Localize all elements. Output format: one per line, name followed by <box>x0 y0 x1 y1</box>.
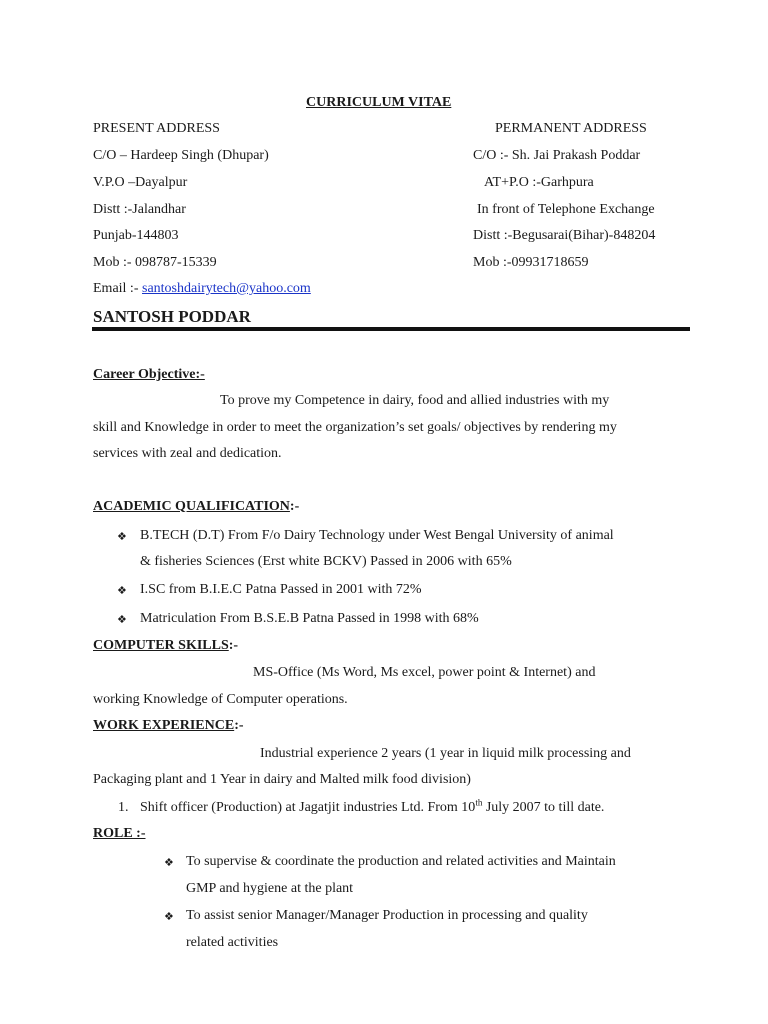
candidate-name: SANTOSH PODDAR <box>93 307 251 326</box>
name-divider <box>92 327 690 331</box>
job-text: Shift officer (Production) at Jagatjit industries Ltd. From 10 <box>140 800 476 815</box>
job-number: 1. <box>118 800 129 815</box>
job-entry <box>140 797 605 816</box>
diamond-bullet-icon: ❖ <box>164 856 174 869</box>
permanent-address-heading: PERMANENT ADDRESS <box>495 121 647 136</box>
role-item: To assist senior Manager/Manager Production in processing and quality <box>186 908 588 923</box>
role-item: To supervise & coordinate the production and related activities and Maintain <box>186 854 616 869</box>
permanent-address-line: Distt :-Begusarai(Bihar)-848204 <box>473 228 656 243</box>
work-experience-heading-text: WORK EXPERIENCE <box>93 718 235 733</box>
permanent-address-line: C/O :- Sh. Jai Prakash Poddar <box>473 148 641 163</box>
role-item-continuation: related activities <box>186 935 279 950</box>
career-objective-heading: Career Objective:- <box>93 367 205 382</box>
computer-skills-heading-text: COMPUTER SKILLS <box>93 638 229 653</box>
work-experience-heading-suffix: :- <box>234 718 244 733</box>
academic-heading <box>93 499 299 515</box>
academic-heading-suffix: :- <box>289 499 300 514</box>
present-address-line: Punjab-144803 <box>93 228 179 243</box>
email-row <box>93 281 311 297</box>
role-heading: ROLE :- <box>93 826 146 841</box>
job-text-end: July 2007 to till date. <box>482 800 605 815</box>
career-objective-text: services with zeal and dedication. <box>93 446 282 461</box>
career-objective-text: skill and Knowledge in order to meet the organization’s set goals/ objectives by rendering my <box>93 420 617 435</box>
work-experience-text: Industrial experience 2 years (1 year in liquid milk processing and <box>260 746 631 761</box>
permanent-address-mobile: Mob :-09931718659 <box>473 255 589 270</box>
present-address-line: C/O – Hardeep Singh (Dhupar) <box>93 148 269 163</box>
permanent-address-line: In front of Telephone Exchange <box>477 202 655 217</box>
email-link[interactable]: santoshdairytech@yahoo.com <box>142 281 311 296</box>
diamond-bullet-icon: ❖ <box>117 530 127 543</box>
email-label: Email :- <box>93 281 142 296</box>
career-objective-text: To prove my Competence in dairy, food and allied industries with my <box>220 393 610 408</box>
computer-skills-heading-suffix: :- <box>228 638 239 653</box>
document-title: CURRICULUM VITAE <box>306 95 452 110</box>
work-experience-heading <box>93 718 244 734</box>
diamond-bullet-icon: ❖ <box>117 613 127 626</box>
present-address-line: V.P.O –Dayalpur <box>93 175 188 190</box>
diamond-bullet-icon: ❖ <box>164 910 174 923</box>
present-address-heading: PRESENT ADDRESS <box>93 121 220 136</box>
academic-heading-text: ACADEMIC QUALIFICATION <box>93 499 290 514</box>
present-address-mobile: Mob :- 098787-15339 <box>93 255 217 270</box>
computer-skills-text: working Knowledge of Computer operations. <box>93 692 348 707</box>
diamond-bullet-icon: ❖ <box>117 584 127 597</box>
academic-item-continuation: & fisheries Sciences (Erst white BCKV) Passed in 2006 with 65% <box>140 554 512 569</box>
present-address-line: Distt :-Jalandhar <box>93 202 186 217</box>
job-date-ordinal: th <box>475 797 483 808</box>
permanent-address-line: AT+P.O :-Garhpura <box>484 175 594 190</box>
computer-skills-text: MS-Office (Ms Word, Ms excel, power point & Internet) and <box>253 665 596 680</box>
academic-item: I.SC from B.I.E.C Patna Passed in 2001 with 72% <box>140 582 422 597</box>
computer-skills-heading <box>93 638 238 654</box>
academic-item: B.TECH (D.T) From F/o Dairy Technology under West Bengal University of animal <box>140 528 614 543</box>
role-item-continuation: GMP and hygiene at the plant <box>186 881 354 896</box>
academic-item: Matriculation From B.S.E.B Patna Passed in 1998 with 68% <box>140 611 479 626</box>
work-experience-text: Packaging plant and 1 Year in dairy and Malted milk food division) <box>93 772 471 787</box>
